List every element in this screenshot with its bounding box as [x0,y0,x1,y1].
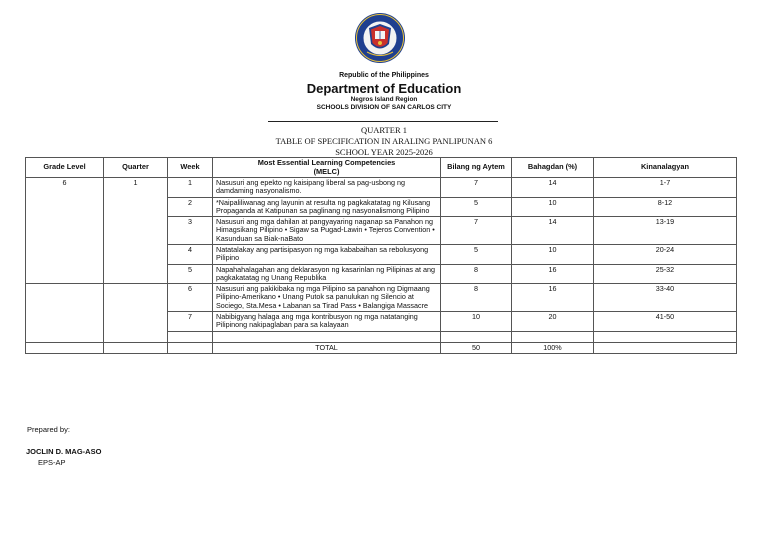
header-week: Week [168,158,213,178]
region-label: Negros Island Region [350,96,418,103]
header-placement: Kinanalagyan [594,158,737,178]
week-cell: 7 [168,311,213,331]
header-melc-sub: (MELC) [313,166,340,176]
table-row [26,178,737,198]
table-header-row [26,158,737,178]
placement-cell: 33-40 [594,284,737,312]
table-total-row [26,342,737,353]
prepared-by-label: Prepared by: [27,425,70,434]
percent-cell: 16 [512,264,594,284]
specification-table [25,157,737,354]
items-cell: 8 [441,284,512,312]
items-cell: 10 [441,311,512,331]
department-title: Department of Education [306,81,462,96]
grade-level-cell: 6 [26,178,104,284]
week-cell: 6 [168,284,213,312]
total-percent: 100% [512,342,594,353]
melc-cell: Napahahalagahan ang deklarasyon ng kasarinlan ng Pilipinas at ang pagkakatatag ng Unang Republika [213,264,441,284]
total-empty-cell [168,342,213,353]
week-cell: 1 [168,178,213,198]
melc-cell: Nasusuri ang mga dahilan at pangyayaring naganap sa Panahon ng Himagsikang Pilipino • Sigaw sa Pugad-Lawin • Tejeros Convention • Kasunduan sa Biak-naBato [213,217,441,245]
week-cell: 2 [168,197,213,217]
placement-cell: 25-32 [594,264,737,284]
percent-cell: 14 [512,178,594,198]
header-quarter: Quarter [104,158,168,178]
grade-level-empty-cell [26,284,104,342]
header-melc-title: Most Essential Learning Competencies [257,158,396,167]
percent-cell: 10 [512,245,594,265]
percent-cell: 14 [512,217,594,245]
table-row [26,284,737,312]
header-percent: Bahagdan (%) [512,158,594,178]
blank-cell [213,331,441,342]
percent-cell: 16 [512,284,594,312]
placement-cell: 41-50 [594,311,737,331]
republic-heading: Republic of the Philippines [339,72,429,79]
division-label: SCHOOLS DIVISION OF SAN CARLOS CITY [316,104,452,111]
percent-cell: 20 [512,311,594,331]
melc-cell: Nasusuri ang pakikibaka ng mga Pilipino sa panahon ng Digmaang Pilipino-Amerikano • Unang Putok sa panulukan ng Silencio at Sociego, Sta.Mesa • Labanan sa Tirad Pass • Balangiga Massacre [213,284,441,312]
header-grade-level: Grade Level [26,158,104,178]
items-cell: 7 [441,217,512,245]
document-title: TABLE OF SPECIFICATION IN ARALING PANLIPUNAN 6 [275,136,493,146]
melc-cell: Natatalakay ang partisipasyon ng mga kababaihan sa rebolusyong Pilipino [213,245,441,265]
week-cell: 4 [168,245,213,265]
placement-cell: 20-24 [594,245,737,265]
week-cell: 5 [168,264,213,284]
quarter-empty-cell [104,284,168,342]
total-items: 50 [441,342,512,353]
total-empty-cell [26,342,104,353]
items-cell: 5 [441,197,512,217]
placement-cell: 13-19 [594,217,737,245]
school-year-label: SCHOOL YEAR 2025-2026 [335,147,433,157]
preparer-name: JOCLIN D. MAG-ASO [26,447,102,456]
quarter-cell: 1 [104,178,168,284]
blank-cell [441,331,512,342]
deped-seal-logo [354,12,406,64]
melc-cell: *Naipaliliwanag ang layunin at resulta ng pagkakatatag ng Kilusang Propaganda at Katipunan sa paglinang ng nasyonalismong Pilipino [213,197,441,217]
preparer-position: EPS-AP [38,458,66,467]
header-items: Bilang ng Aytem [441,158,512,178]
week-cell: 3 [168,217,213,245]
items-cell: 5 [441,245,512,265]
total-label: TOTAL [213,342,441,353]
header-melc [213,158,441,178]
items-cell: 8 [441,264,512,284]
blank-cell [512,331,594,342]
header-divider [268,121,498,122]
melc-cell: Nabibigyang halaga ang mga kontribusyon ng mga natatanging Pilipinong nakipaglaban para sa kalayaan [213,311,441,331]
placement-cell: 8-12 [594,197,737,217]
melc-cell: Nasusuri ang epekto ng kaisipang liberal sa pag-usbong ng damdaming nasyonalismo. [213,178,441,198]
total-empty-cell [104,342,168,353]
total-empty-cell [594,342,737,353]
blank-cell [168,331,213,342]
percent-cell: 10 [512,197,594,217]
items-cell: 7 [441,178,512,198]
quarter-label: QUARTER 1 [360,125,407,135]
blank-cell [594,331,737,342]
placement-cell: 1-7 [594,178,737,198]
